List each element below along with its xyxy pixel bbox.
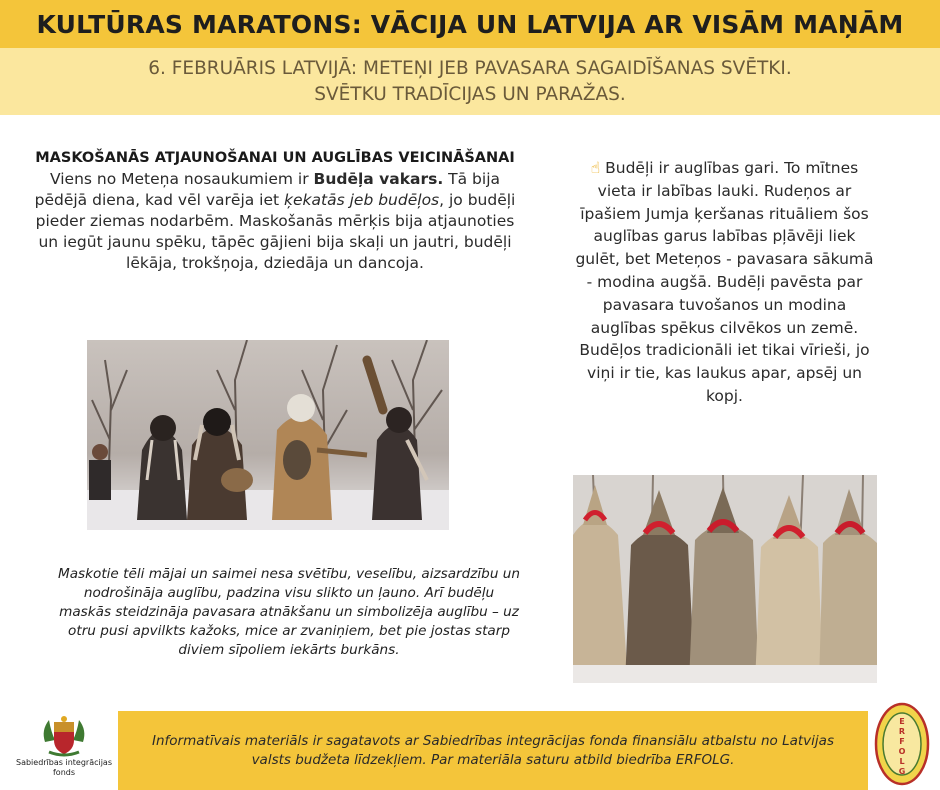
erfolg-letter-g: G (898, 767, 906, 776)
erfolg-logo (874, 702, 930, 786)
fertility-spirits-section (573, 157, 876, 408)
subtitle-banner (0, 48, 940, 115)
masking-text-part-1: Viens no Meteņa nosaukumiem ir (49, 170, 314, 188)
coat-of-arms-icon (39, 712, 89, 758)
erfolg-letter-r: R (898, 727, 906, 736)
fertility-paragraph-2: Budēļos tradicionāli iet tikai vīrieši, jo viņi ir tie, kas laukus apar, apsēj un kopj. (579, 341, 870, 405)
masking-text-bold: Budēļa vakars. (313, 170, 444, 188)
erfolg-letter-f: F (899, 737, 905, 746)
masking-text-part-2: Tā bija pēdējā diena, kad vēl varēja iet (34, 170, 501, 209)
sif-logo-line-1: Sabiedrības integrācijas (15, 758, 113, 767)
pointing-hand-icon: ☝ (590, 159, 601, 177)
masking-text-part-3: , jo budēļi pieder ziemas nodarbēm. Maskošanās mērķis bija atjaunoties un iegūt jaunu spēku, tāpēc gājieni bija skaļi un jautri, budēļi lēkāja, trokšņoja, dziedāja un dancoja. (35, 191, 516, 272)
masked-procession-photo (87, 340, 449, 530)
budeli-masks-photo (573, 475, 877, 683)
funding-notice-text: Informatīvais materiāls ir sagatavots ar Sabiedrības integrācijas fonda finansiālu atbalstu no Latvijas valsts budžeta līdzekļiem. Par materiāla saturu atbild biedrība ERFOLG. (152, 732, 834, 768)
fertility-paragraph-1 (573, 157, 876, 339)
erfolg-letter-o: O (898, 747, 906, 756)
title-banner (0, 0, 940, 48)
photo-caption: Maskotie tēli mājai un saimei nesa svētību, veselību, aizsardzību un nodrošināja auglību, padzina visu slikto un ļauno. Arī budēļu maskās steidzināja pavasara atnākšanu un simbolizēja auglību – uz otru pusi apvilkts kažoks, mice ar zvaniņiem, bet pie jostas starp diviem sīpoliem iekārts burkāns. (58, 566, 520, 658)
masking-text-italic: ķekatās jeb budēļos (284, 191, 440, 209)
subtitle-line-1: 6. FEBRUĀRIS LATVIJĀ: METEŅI JEB PAVASARA SAGAIDĪŠANAS SVĒTKI. (148, 57, 792, 79)
erfolg-letter-l: L (899, 757, 905, 766)
sif-logo-line-2: fonds (52, 768, 76, 777)
masking-heading: MASKOŠANĀS ATJAUNOŠANAI UN AUGLĪBAS VEICINĀŠANAI (35, 150, 515, 166)
erfolg-letter-e: E (899, 717, 905, 726)
masking-paragraph (30, 169, 520, 274)
funding-notice (118, 711, 868, 790)
fertility-paragraph-1-text: Budēļi ir auglības gari. To mītnes vieta ir labības lauki. Rudeņos ar īpašiem Jumja ķeršanas rituāliem šos auglības garus labības pļāvēji liek gulēt, bet Meteņos - pavasara sākumā - modina augšā. Budēļi pavēsta par pavasara tuvošanos un modina auglības spēkus cilvēkos un zemē. (575, 159, 874, 337)
subtitle-line-2: SVĒTKU TRADĪCIJAS UN PARAŽAS. (314, 83, 626, 105)
masking-section (30, 148, 520, 274)
page-title: KULTŪRAS MARATONS: VĀCIJA UN LATVIJA AR VISĀM MAŅĀM (36, 9, 904, 39)
sif-logo (8, 712, 120, 788)
